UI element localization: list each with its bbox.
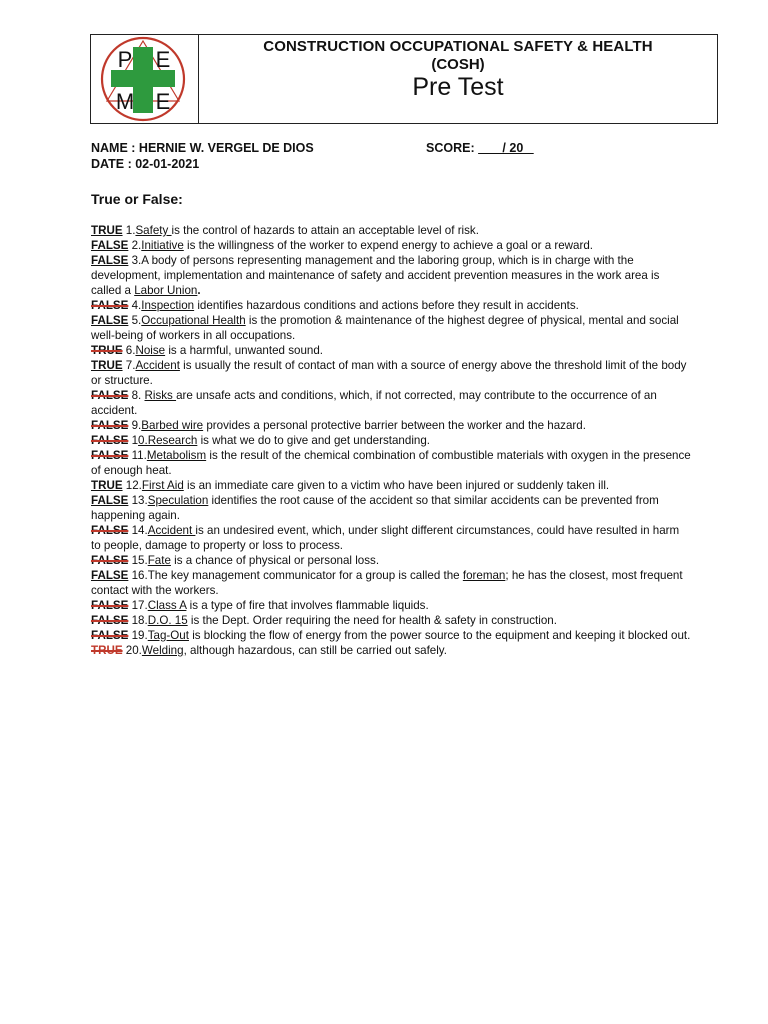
answer-20: TRUE <box>91 644 123 657</box>
q5-pre: 5. <box>128 314 142 327</box>
q14-term: Accident <box>147 524 196 537</box>
q13-post: identifies the root cause of the accident so that similar accidents can be prevented from happening again. <box>91 494 659 522</box>
score-label: SCORE: <box>426 141 475 155</box>
question-15 <box>91 553 691 568</box>
answer-13: FALSE <box>91 494 129 507</box>
q12-post: is an immediate care given to a victim who have been injured or suddenly taken ill. <box>183 479 610 492</box>
q6-post: is a harmful, unwanted sound. <box>165 344 324 357</box>
q4-term: Inspection <box>141 299 195 312</box>
answer-19: FALSE <box>91 629 129 642</box>
q10-pre: 1 <box>128 434 139 447</box>
date-line: DATE : 02-01-2021 <box>91 157 200 171</box>
score-line <box>426 141 534 155</box>
question-11 <box>91 448 691 478</box>
q2-pre: 2. <box>128 239 142 252</box>
answer-6: TRUE <box>91 344 123 357</box>
answer-4: FALSE <box>91 299 129 312</box>
q20-pre: 20. <box>122 644 142 657</box>
question-1 <box>91 223 691 238</box>
q14-post: is an undesired event, which, under slight different circumstances, could have resulted in harm to people, damage to property or loss to process. <box>91 524 680 552</box>
q19-term: Tag-Out <box>147 629 189 642</box>
q10-post: is what we do to give and get understanding. <box>197 434 431 447</box>
answer-17: FALSE <box>91 599 129 612</box>
question-8 <box>91 388 691 418</box>
question-3 <box>91 253 691 298</box>
answer-18: FALSE <box>91 614 129 627</box>
question-13 <box>91 493 691 523</box>
answer-12: TRUE <box>91 479 123 492</box>
answer-9: FALSE <box>91 419 129 432</box>
question-18 <box>91 613 691 628</box>
q16-term: foreman <box>462 569 506 582</box>
question-17 <box>91 598 691 613</box>
question-14 <box>91 523 691 553</box>
peme-logo <box>93 35 193 123</box>
logo-letter-e1: E <box>155 47 171 72</box>
q17-post: is a type of fire that involves flammable liquids. <box>186 599 429 612</box>
q13-pre: 13. <box>128 494 148 507</box>
q9-post: provides a personal protective barrier between the worker and the hazard. <box>203 419 586 432</box>
q8-pre: 8. <box>128 389 145 402</box>
question-5 <box>91 313 691 343</box>
q2-term: Initiative <box>141 239 184 252</box>
answer-1: TRUE <box>91 224 123 237</box>
q18-term: D.O. 15 <box>147 614 188 627</box>
question-12 <box>91 478 691 493</box>
q3-post: . <box>197 284 201 297</box>
q6-term: Noise <box>135 344 166 357</box>
q1-pre: 1. <box>122 224 136 237</box>
q11-pre: 11. <box>128 449 147 462</box>
q4-pre: 4. <box>128 299 142 312</box>
question-9 <box>91 418 691 433</box>
q1-post: is the control of hazards to attain an acceptable level of risk. <box>171 224 479 237</box>
logo-letter-e2: E <box>155 89 171 114</box>
q3-pre: 3.A body of persons representing management and the laboring group, which is in charge with the development, implementation and maintenance of safety and accident prevention measures in the work area is called a <box>91 254 660 297</box>
answer-10: FALSE <box>91 434 129 447</box>
logo-letter-m: M <box>115 89 135 114</box>
question-10 <box>91 433 691 448</box>
q6-pre: 6. <box>122 344 136 357</box>
logo-cell <box>91 35 199 123</box>
question-20 <box>91 643 691 658</box>
section-title: True or False: <box>91 191 183 207</box>
logo-letter-p: P <box>117 47 133 72</box>
answer-5: FALSE <box>91 314 129 327</box>
q11-term: Metabolism <box>146 449 207 462</box>
score-blank: / 20 <box>478 141 534 155</box>
q2-post: is the willingness of the worker to expend energy to achieve a goal or a reward. <box>183 239 594 252</box>
question-6 <box>91 343 691 358</box>
q11-post: is the result of the chemical combination of combustible materials with oxygen in the presence of enough heat. <box>91 449 691 477</box>
question-2 <box>91 238 691 253</box>
q12-pre: 12. <box>122 479 142 492</box>
q16-pre: 16.The key management communicator for a group is called the <box>128 569 463 582</box>
q7-term: Accident <box>135 359 180 372</box>
q8-post: are unsafe acts and conditions, which, if not corrected, may contribute to the occurrence of an accident. <box>91 389 657 417</box>
q20-post: , although hazardous, can still be carried out safely. <box>183 644 447 657</box>
page-title: Pre Test <box>412 73 504 101</box>
q1-term: Safety <box>135 224 172 237</box>
answer-11: FALSE <box>91 449 129 462</box>
question-19 <box>91 628 691 643</box>
q10-term: 0.Research <box>138 434 198 447</box>
q15-pre: 15. <box>128 554 148 567</box>
q17-term: Class A <box>147 599 187 612</box>
q9-term: Barbed wire <box>141 419 204 432</box>
answer-2: FALSE <box>91 239 129 252</box>
answer-15: FALSE <box>91 554 129 567</box>
title-line-2: (COSH) <box>431 56 485 73</box>
q7-pre: 7. <box>122 359 136 372</box>
question-4 <box>91 298 691 313</box>
q19-post: is blocking the flow of energy from the power source to the equipment and keeping it blocked out. <box>188 629 691 642</box>
question-16 <box>91 568 691 598</box>
title-cell <box>199 35 717 123</box>
q13-term: Speculation <box>147 494 209 507</box>
q7-post: is usually the result of contact of man with a source of energy above the threshold limit of the body or structure. <box>91 359 687 387</box>
answer-3: FALSE <box>91 254 129 267</box>
answer-14: FALSE <box>91 524 129 537</box>
q3-term: Labor Union <box>134 284 198 297</box>
answer-7: TRUE <box>91 359 123 372</box>
header-box <box>90 34 718 124</box>
q15-post: is a chance of physical or personal loss. <box>170 554 380 567</box>
q8-term: Risks <box>144 389 177 402</box>
q5-term: Occupational Health <box>141 314 246 327</box>
q17-pre: 17. <box>128 599 148 612</box>
q16-post: ; he has the closest, most frequent contact with the workers. <box>91 569 683 597</box>
name-line: NAME : HERNIE W. VERGEL DE DIOS <box>91 141 314 155</box>
answer-8: FALSE <box>91 389 129 402</box>
q19-pre: 19. <box>128 629 148 642</box>
q9-pre: 9. <box>128 419 142 432</box>
q12-term: First Aid <box>141 479 184 492</box>
q18-post: is the Dept. Order requiring the need for health & safety in construction. <box>187 614 557 627</box>
q15-term: Fate <box>147 554 171 567</box>
question-list <box>91 223 691 658</box>
q5-post: is the promotion & maintenance of the highest degree of physical, mental and social well-being of workers in all occupations. <box>91 314 679 342</box>
q14-pre: 14. <box>128 524 148 537</box>
q4-post: identifies hazardous conditions and actions before they result in accidents. <box>194 299 579 312</box>
q18-pre: 18. <box>128 614 148 627</box>
question-7 <box>91 358 691 388</box>
q20-term: Welding <box>141 644 184 657</box>
title-line-1: CONSTRUCTION OCCUPATIONAL SAFETY & HEALTH <box>263 38 653 55</box>
answer-16: FALSE <box>91 569 129 582</box>
logo-cross-horizontal <box>111 70 175 87</box>
